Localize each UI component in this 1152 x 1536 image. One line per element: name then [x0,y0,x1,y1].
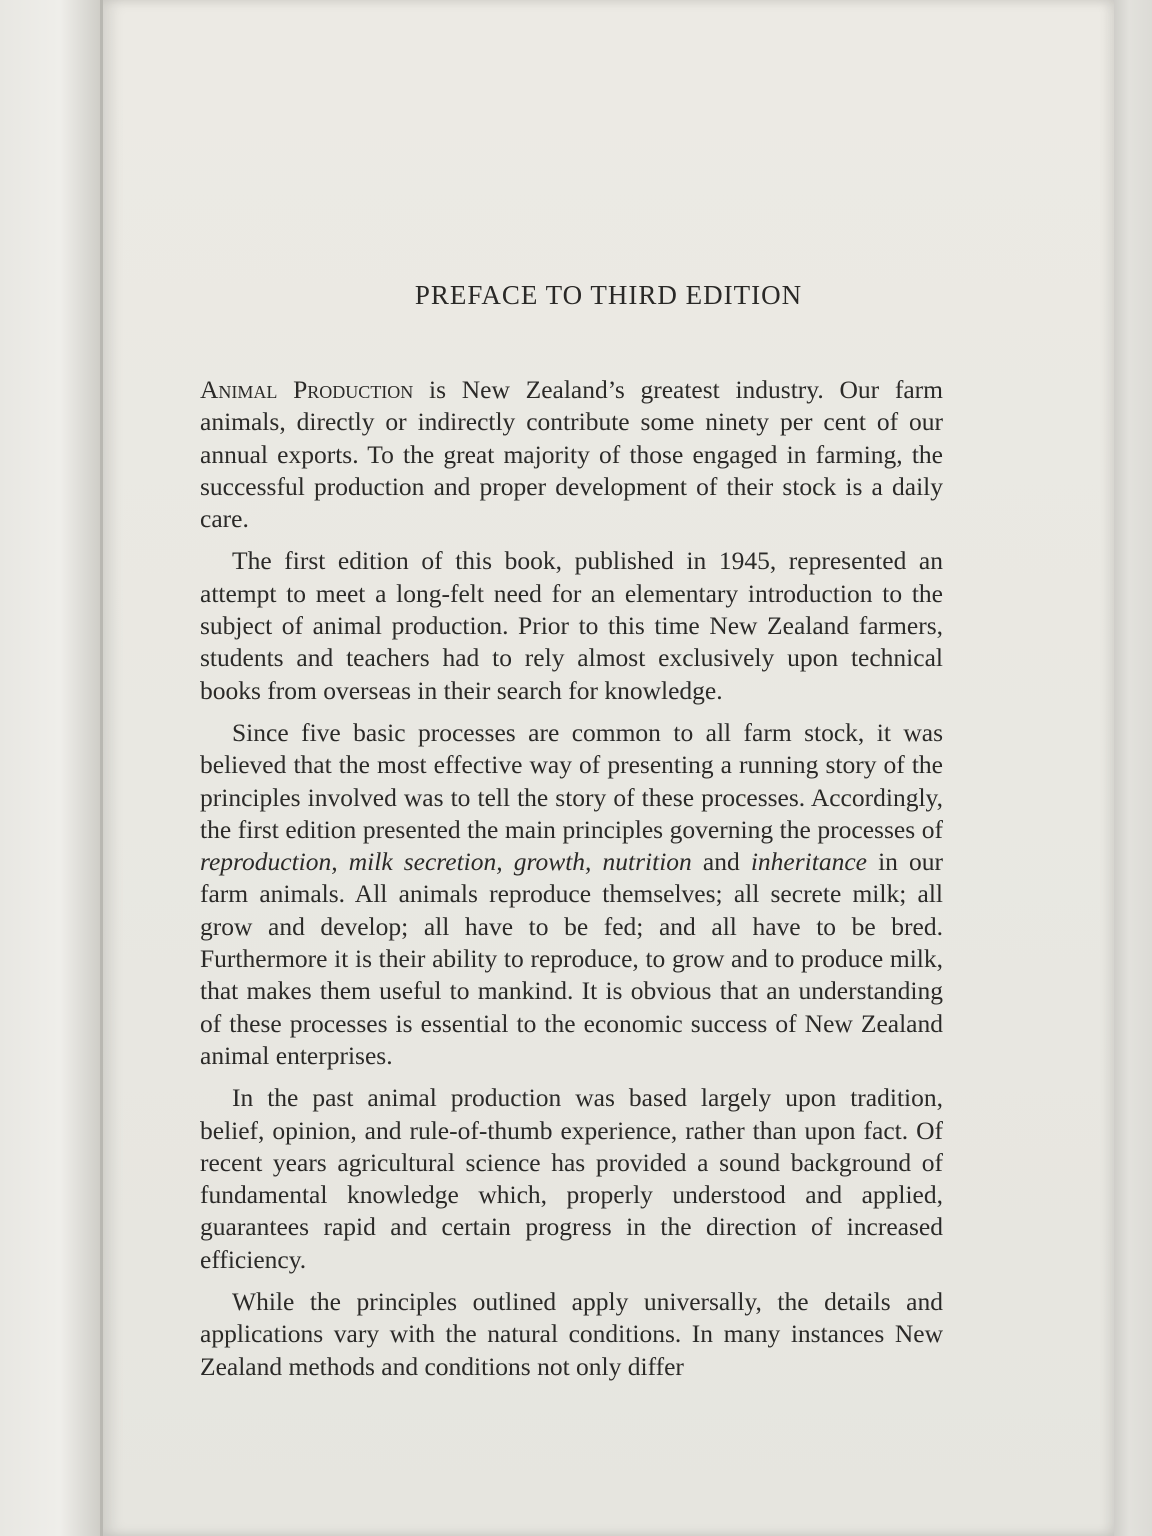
paragraph-4: In the past animal production was based largely upon tradition, belief, opinion, and rule-of-thumb experience, rather than upon fact. Of recent years agricultural science has provided a sound background of fundamental knowledge which, properly understood and applied, guarantees rapid and certain progress in the direction of increased efficiency. [200,1083,943,1274]
page-stack-edge [1114,0,1152,1536]
paragraph-2: The first edition of this book, published in 1945, represented an attempt to meet a long-felt need for an elementary introduction to the subject of animal production. Prior to this time New Zealand farmers, students and teachers had to rely almost exclusively upon technical books from overseas in their search for knowledge. [200,546,943,705]
paragraph-1-text: is New Zealand’s greatest industry. Our farm animals, directly or indirectly contribute some ninety per cent of our annual exports. To the great majority of those engaged in farming, the successful production and proper development of their stock is a daily care. [200,375,943,534]
preface-body [200,374,943,1393]
paragraph-3-text-b: and [691,847,751,877]
paragraph-3-text-c: in our farm animals. All animals reproduce themselves; all secrete milk; all grow and develop; all have to be fed; and all have to be bred. Furthermore it is their ability to reproduce, to grow and to produce milk, that makes them useful to mankind. It is obvious that an understanding of these processes is essential to the economic success of New Zealand animal enterprises. [200,847,943,1070]
paragraph-3-italic-a: reproduction, milk secretion, growth, nutrition [200,847,692,877]
paragraph-1 [200,374,943,535]
paragraph-3 [200,717,943,1072]
paragraph-5: While the principles outlined apply universally, the details and applications vary with the natural conditions. In many instances New Zealand methods and conditions not only differ [200,1287,943,1381]
book-page [103,0,1114,1536]
paragraph-3-text-a: Since five basic processes are common to all farm stock, it was believed that the most effective way of presenting a running story of the principles involved was to tell the story of these processes. Accordingly, the first edition presented the main principles governing the processes of [200,717,943,844]
paragraph-3-italic-b: inheritance [750,847,867,877]
lead-smallcaps: Animal Production [200,375,414,404]
facing-page-edge [0,0,100,1536]
page-heading: PREFACE TO THIRD EDITION [414,280,803,310]
